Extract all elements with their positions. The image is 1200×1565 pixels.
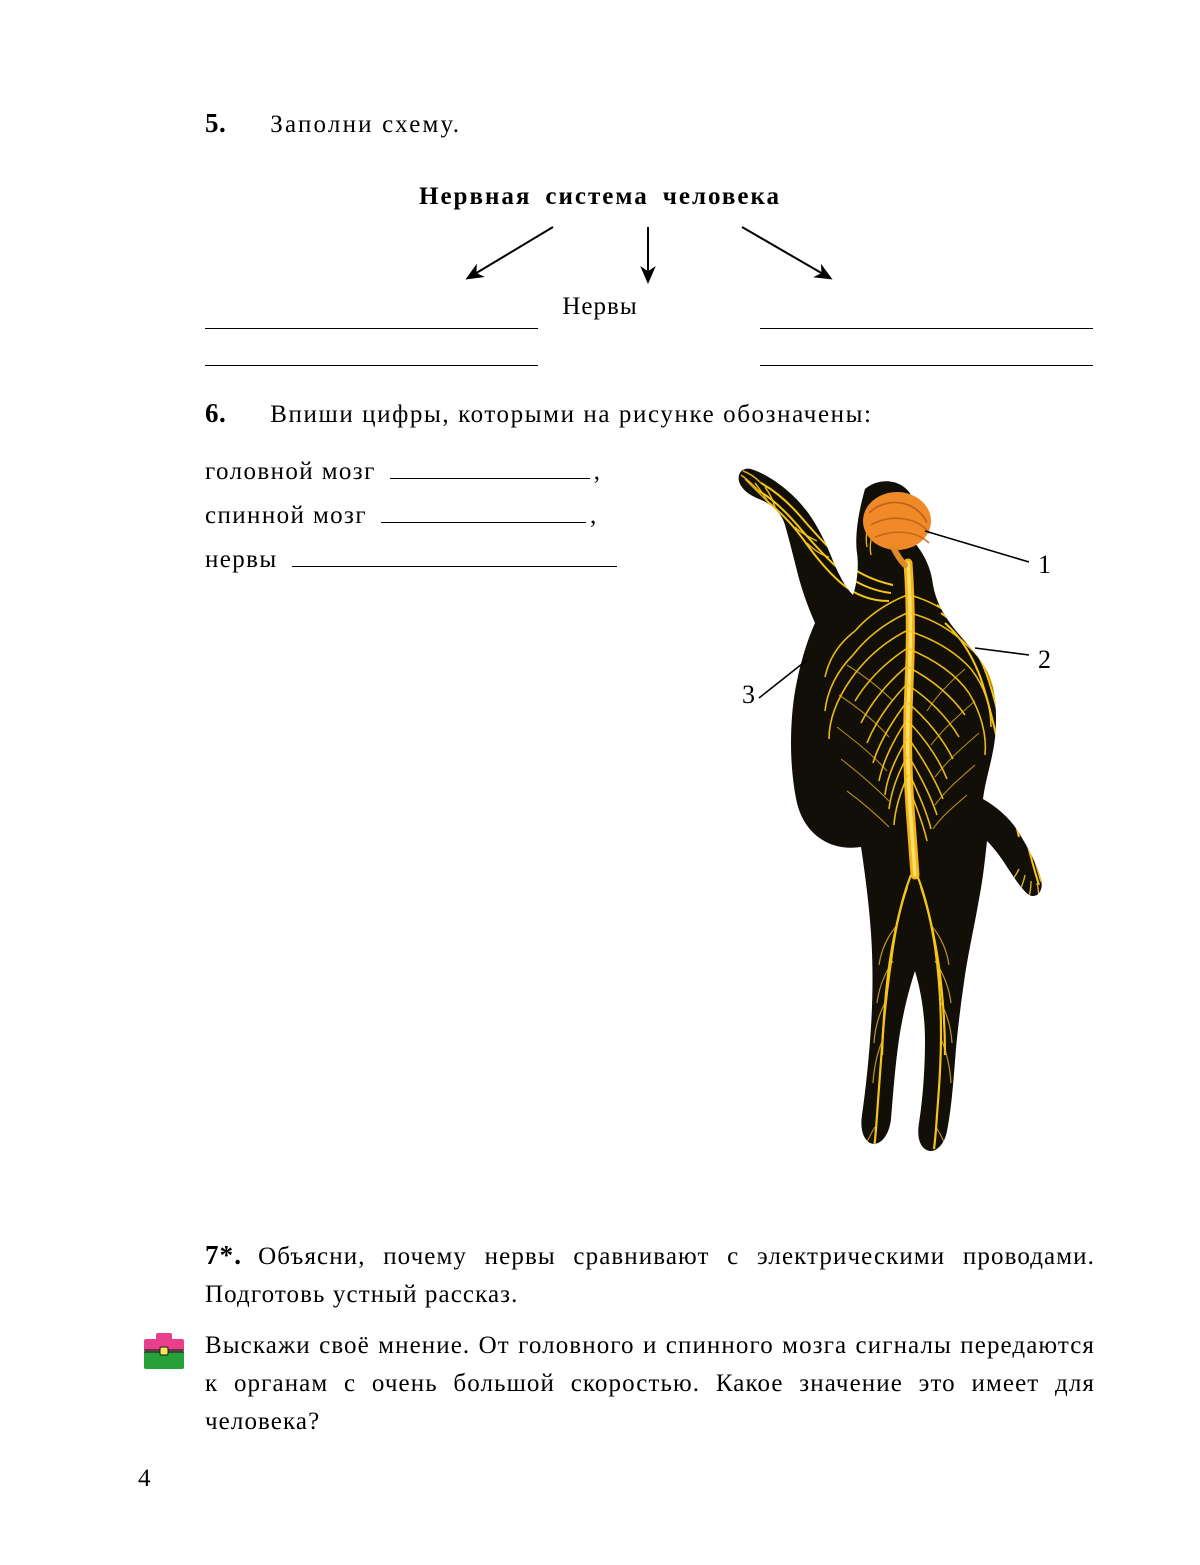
answer-label-nerves: нервы xyxy=(205,546,278,573)
figure-callout-3: 3 xyxy=(742,680,755,709)
list-item xyxy=(205,546,675,590)
task-6-heading xyxy=(205,398,873,429)
task-7-text: Объясни, почему нервы сравнивают с электрическими проводами. Подготовь устный рассказ. xyxy=(205,1243,1095,1309)
task-5-heading xyxy=(205,108,461,139)
answer-punct-spinal-cord: , xyxy=(590,502,598,529)
answer-label-brain: головной мозг xyxy=(205,458,376,485)
scheme-blank-left-2[interactable] xyxy=(205,365,538,366)
figure-callout-2: 2 xyxy=(1038,645,1051,674)
answer-blank-nerves[interactable] xyxy=(292,566,617,567)
answer-blank-brain[interactable] xyxy=(390,478,590,479)
list-item xyxy=(205,458,675,502)
briefcase-icon xyxy=(140,1330,188,1374)
answer-punct-brain: , xyxy=(593,458,602,485)
answer-label-spinal-cord: спинной мозг xyxy=(205,502,367,529)
scheme-blank-left-1[interactable] xyxy=(205,328,538,329)
scheme-title-word-1: Нервная xyxy=(419,183,532,210)
scheme-center-node: Нервы xyxy=(562,293,638,320)
nervous-system-illustration xyxy=(697,455,1082,1185)
scheme-title xyxy=(0,183,1200,211)
figure-callout-1: 1 xyxy=(1038,550,1051,579)
task-5-number: 5. xyxy=(205,108,227,138)
scheme-title-word-3: человека xyxy=(662,183,781,210)
list-item xyxy=(205,502,675,546)
task-6-number: 6. xyxy=(205,398,227,428)
opinion-block: Выскажи своё мнение. От головного и спинного мозга сигналы передаются к органам с очень большой скоростью. Какое значение это имеет для человека? xyxy=(205,1332,1095,1435)
page-number: 4 xyxy=(138,1465,151,1492)
task-5-instruction: Заполни схему. xyxy=(270,111,462,138)
task-7 xyxy=(205,1235,1095,1314)
answer-blank-spinal-cord[interactable] xyxy=(381,522,586,523)
scheme-title-word-2: система xyxy=(545,183,649,210)
scheme-arrows xyxy=(0,215,1200,305)
task-6-answer-list xyxy=(205,458,675,590)
body-silhouette xyxy=(697,455,1082,1185)
scheme-blank-right-1[interactable] xyxy=(760,328,1093,329)
task-6-instruction: Впиши цифры, которыми на рисунке обозначены: xyxy=(270,401,873,428)
task-7-number: 7*. xyxy=(205,1240,243,1270)
scheme-blank-right-2[interactable] xyxy=(760,365,1093,366)
